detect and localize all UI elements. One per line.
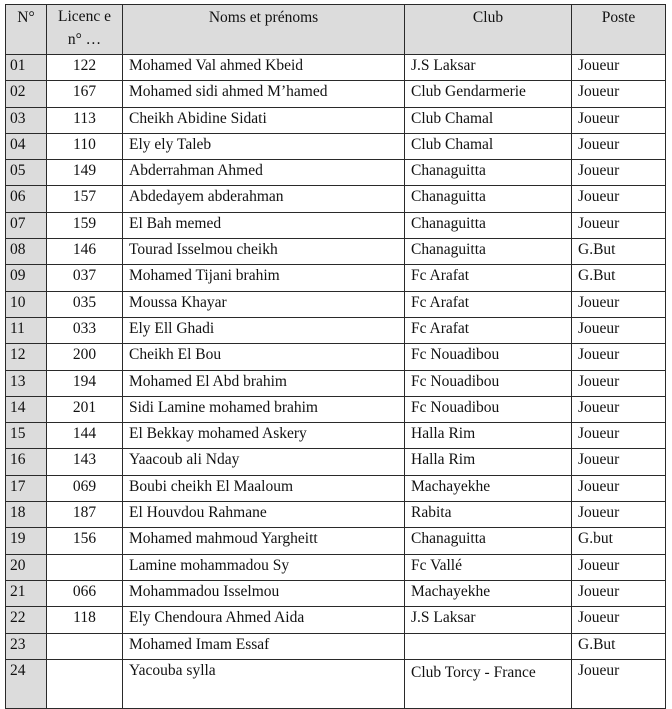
table-row bbox=[6, 528, 666, 554]
cell-licence bbox=[47, 633, 123, 659]
cell-number: 08 bbox=[6, 239, 47, 265]
cell-club: Club Chamal bbox=[405, 133, 572, 159]
cell-number: 06 bbox=[6, 186, 47, 212]
table-row bbox=[6, 133, 666, 159]
cell-licence: 144 bbox=[47, 423, 123, 449]
cell-licence: 156 bbox=[47, 528, 123, 554]
cell-poste: Joueur bbox=[572, 502, 666, 528]
cell-name: Ely Chendoura Ahmed Aida bbox=[123, 607, 405, 633]
cell-name: Cheikh El Bou bbox=[123, 344, 405, 370]
table-header bbox=[6, 5, 666, 55]
cell-poste: Joueur bbox=[572, 449, 666, 475]
table-row bbox=[6, 265, 666, 291]
cell-club: Chanaguitta bbox=[405, 160, 572, 186]
cell-number: 02 bbox=[6, 81, 47, 107]
cell-licence: 149 bbox=[47, 160, 123, 186]
cell-name: Yacouba sylla bbox=[123, 659, 405, 708]
cell-poste: Joueur bbox=[572, 81, 666, 107]
cell-club: Machayekhe bbox=[405, 580, 572, 606]
cell-club: Club Torcy - France bbox=[405, 659, 572, 708]
cell-poste: G.But bbox=[572, 239, 666, 265]
cell-licence: 037 bbox=[47, 265, 123, 291]
cell-licence: 113 bbox=[47, 107, 123, 133]
cell-name: Abderrahman Ahmed bbox=[123, 160, 405, 186]
cell-number: 21 bbox=[6, 580, 47, 606]
cell-club: Machayekhe bbox=[405, 475, 572, 501]
cell-name: Mohamed Tijani brahim bbox=[123, 265, 405, 291]
cell-licence: 069 bbox=[47, 475, 123, 501]
table-row bbox=[6, 449, 666, 475]
cell-poste: Joueur bbox=[572, 423, 666, 449]
cell-club: Chanaguitta bbox=[405, 528, 572, 554]
cell-poste: Joueur bbox=[572, 580, 666, 606]
header-names: Noms et prénoms bbox=[123, 5, 405, 55]
cell-number: 07 bbox=[6, 212, 47, 238]
cell-club: Club Chamal bbox=[405, 107, 572, 133]
cell-poste: Joueur bbox=[572, 659, 666, 708]
cell-licence: 033 bbox=[47, 317, 123, 343]
cell-club: Fc Nouadibou bbox=[405, 344, 572, 370]
cell-name: Moussa Khayar bbox=[123, 291, 405, 317]
cell-poste: Joueur bbox=[572, 55, 666, 81]
header-number: N° bbox=[6, 5, 47, 55]
cell-licence: 143 bbox=[47, 449, 123, 475]
table-row bbox=[6, 317, 666, 343]
table-body bbox=[6, 55, 666, 709]
cell-club: J.S Laksar bbox=[405, 607, 572, 633]
cell-club: Chanaguitta bbox=[405, 186, 572, 212]
cell-name: Sidi Lamine mohamed brahim bbox=[123, 396, 405, 422]
cell-number: 23 bbox=[6, 633, 47, 659]
cell-number: 17 bbox=[6, 475, 47, 501]
table-row bbox=[6, 212, 666, 238]
cell-poste: Joueur bbox=[572, 186, 666, 212]
header-club: Club bbox=[405, 5, 572, 55]
cell-number: 09 bbox=[6, 265, 47, 291]
cell-number: 19 bbox=[6, 528, 47, 554]
table-row bbox=[6, 423, 666, 449]
header-row bbox=[6, 5, 666, 55]
cell-name: Mohamed Imam Essaf bbox=[123, 633, 405, 659]
cell-number: 24 bbox=[6, 659, 47, 708]
cell-name: Mohammadou Isselmou bbox=[123, 580, 405, 606]
cell-number: 01 bbox=[6, 55, 47, 81]
cell-number: 03 bbox=[6, 107, 47, 133]
cell-number: 12 bbox=[6, 344, 47, 370]
cell-name: Yaacoub ali Nday bbox=[123, 449, 405, 475]
cell-name: Mohamed Val ahmed Kbeid bbox=[123, 55, 405, 81]
cell-club: Fc Vallé bbox=[405, 554, 572, 580]
cell-poste: Joueur bbox=[572, 317, 666, 343]
cell-number: 13 bbox=[6, 370, 47, 396]
cell-club: Halla Rim bbox=[405, 423, 572, 449]
cell-name: El Houvdou Rahmane bbox=[123, 502, 405, 528]
cell-licence bbox=[47, 554, 123, 580]
cell-licence: 122 bbox=[47, 55, 123, 81]
cell-licence: 118 bbox=[47, 607, 123, 633]
cell-number: 05 bbox=[6, 160, 47, 186]
cell-licence: 066 bbox=[47, 580, 123, 606]
player-list-document bbox=[5, 4, 665, 709]
cell-name: Ely ely Taleb bbox=[123, 133, 405, 159]
cell-club: J.S Laksar bbox=[405, 55, 572, 81]
table-row bbox=[6, 55, 666, 81]
table-row bbox=[6, 107, 666, 133]
table-row bbox=[6, 344, 666, 370]
table-row bbox=[6, 659, 666, 708]
cell-name: Boubi cheikh El Maaloum bbox=[123, 475, 405, 501]
cell-name: El Bah memed bbox=[123, 212, 405, 238]
cell-licence: 194 bbox=[47, 370, 123, 396]
cell-number: 14 bbox=[6, 396, 47, 422]
table-row bbox=[6, 291, 666, 317]
cell-club: Rabita bbox=[405, 502, 572, 528]
table-row bbox=[6, 396, 666, 422]
table-row bbox=[6, 633, 666, 659]
cell-club bbox=[405, 633, 572, 659]
cell-number: 16 bbox=[6, 449, 47, 475]
table-row bbox=[6, 186, 666, 212]
cell-name: Mohamed sidi ahmed M’hamed bbox=[123, 81, 405, 107]
cell-club: Fc Nouadibou bbox=[405, 396, 572, 422]
header-poste: Poste bbox=[572, 5, 666, 55]
cell-club: Chanaguitta bbox=[405, 239, 572, 265]
cell-licence: 200 bbox=[47, 344, 123, 370]
cell-poste: G.But bbox=[572, 633, 666, 659]
cell-name: Abdedayem abderahman bbox=[123, 186, 405, 212]
cell-poste: Joueur bbox=[572, 160, 666, 186]
table-row bbox=[6, 607, 666, 633]
cell-number: 11 bbox=[6, 317, 47, 343]
cell-number: 22 bbox=[6, 607, 47, 633]
cell-number: 20 bbox=[6, 554, 47, 580]
cell-licence: 110 bbox=[47, 133, 123, 159]
cell-licence: 157 bbox=[47, 186, 123, 212]
header-licence: Licenc e n° … bbox=[47, 5, 123, 55]
cell-name: Lamine mohammadou Sy bbox=[123, 554, 405, 580]
cell-club: Fc Arafat bbox=[405, 265, 572, 291]
cell-club: Fc Arafat bbox=[405, 291, 572, 317]
cell-poste: Joueur bbox=[572, 291, 666, 317]
cell-licence: 187 bbox=[47, 502, 123, 528]
table-row bbox=[6, 475, 666, 501]
cell-number: 04 bbox=[6, 133, 47, 159]
cell-poste: Joueur bbox=[572, 212, 666, 238]
cell-number: 15 bbox=[6, 423, 47, 449]
table-row bbox=[6, 239, 666, 265]
cell-poste: Joueur bbox=[572, 554, 666, 580]
cell-poste: Joueur bbox=[572, 607, 666, 633]
cell-club: Chanaguitta bbox=[405, 212, 572, 238]
table-row bbox=[6, 81, 666, 107]
cell-name: Mohamed El Abd brahim bbox=[123, 370, 405, 396]
cell-poste: Joueur bbox=[572, 107, 666, 133]
cell-name: Tourad Isselmou cheikh bbox=[123, 239, 405, 265]
cell-club: Fc Arafat bbox=[405, 317, 572, 343]
cell-name: Ely Ell Ghadi bbox=[123, 317, 405, 343]
cell-poste: Joueur bbox=[572, 396, 666, 422]
cell-licence: 201 bbox=[47, 396, 123, 422]
cell-club: Halla Rim bbox=[405, 449, 572, 475]
table-row bbox=[6, 160, 666, 186]
cell-poste: G.but bbox=[572, 528, 666, 554]
cell-poste: Joueur bbox=[572, 475, 666, 501]
cell-licence: 167 bbox=[47, 81, 123, 107]
cell-licence: 035 bbox=[47, 291, 123, 317]
cell-name: Cheikh Abidine Sidati bbox=[123, 107, 405, 133]
cell-poste: Joueur bbox=[572, 344, 666, 370]
player-table bbox=[5, 4, 666, 709]
cell-name: Mohamed mahmoud Yargheitt bbox=[123, 528, 405, 554]
cell-club: Fc Nouadibou bbox=[405, 370, 572, 396]
cell-licence: 146 bbox=[47, 239, 123, 265]
cell-licence: 159 bbox=[47, 212, 123, 238]
cell-poste: Joueur bbox=[572, 370, 666, 396]
table-row bbox=[6, 502, 666, 528]
cell-club: Club Gendarmerie bbox=[405, 81, 572, 107]
cell-number: 10 bbox=[6, 291, 47, 317]
table-row bbox=[6, 554, 666, 580]
cell-poste: Joueur bbox=[572, 133, 666, 159]
cell-poste: G.But bbox=[572, 265, 666, 291]
cell-number: 18 bbox=[6, 502, 47, 528]
table-row bbox=[6, 580, 666, 606]
table-row bbox=[6, 370, 666, 396]
cell-licence bbox=[47, 659, 123, 708]
cell-name: El Bekkay mohamed Askery bbox=[123, 423, 405, 449]
